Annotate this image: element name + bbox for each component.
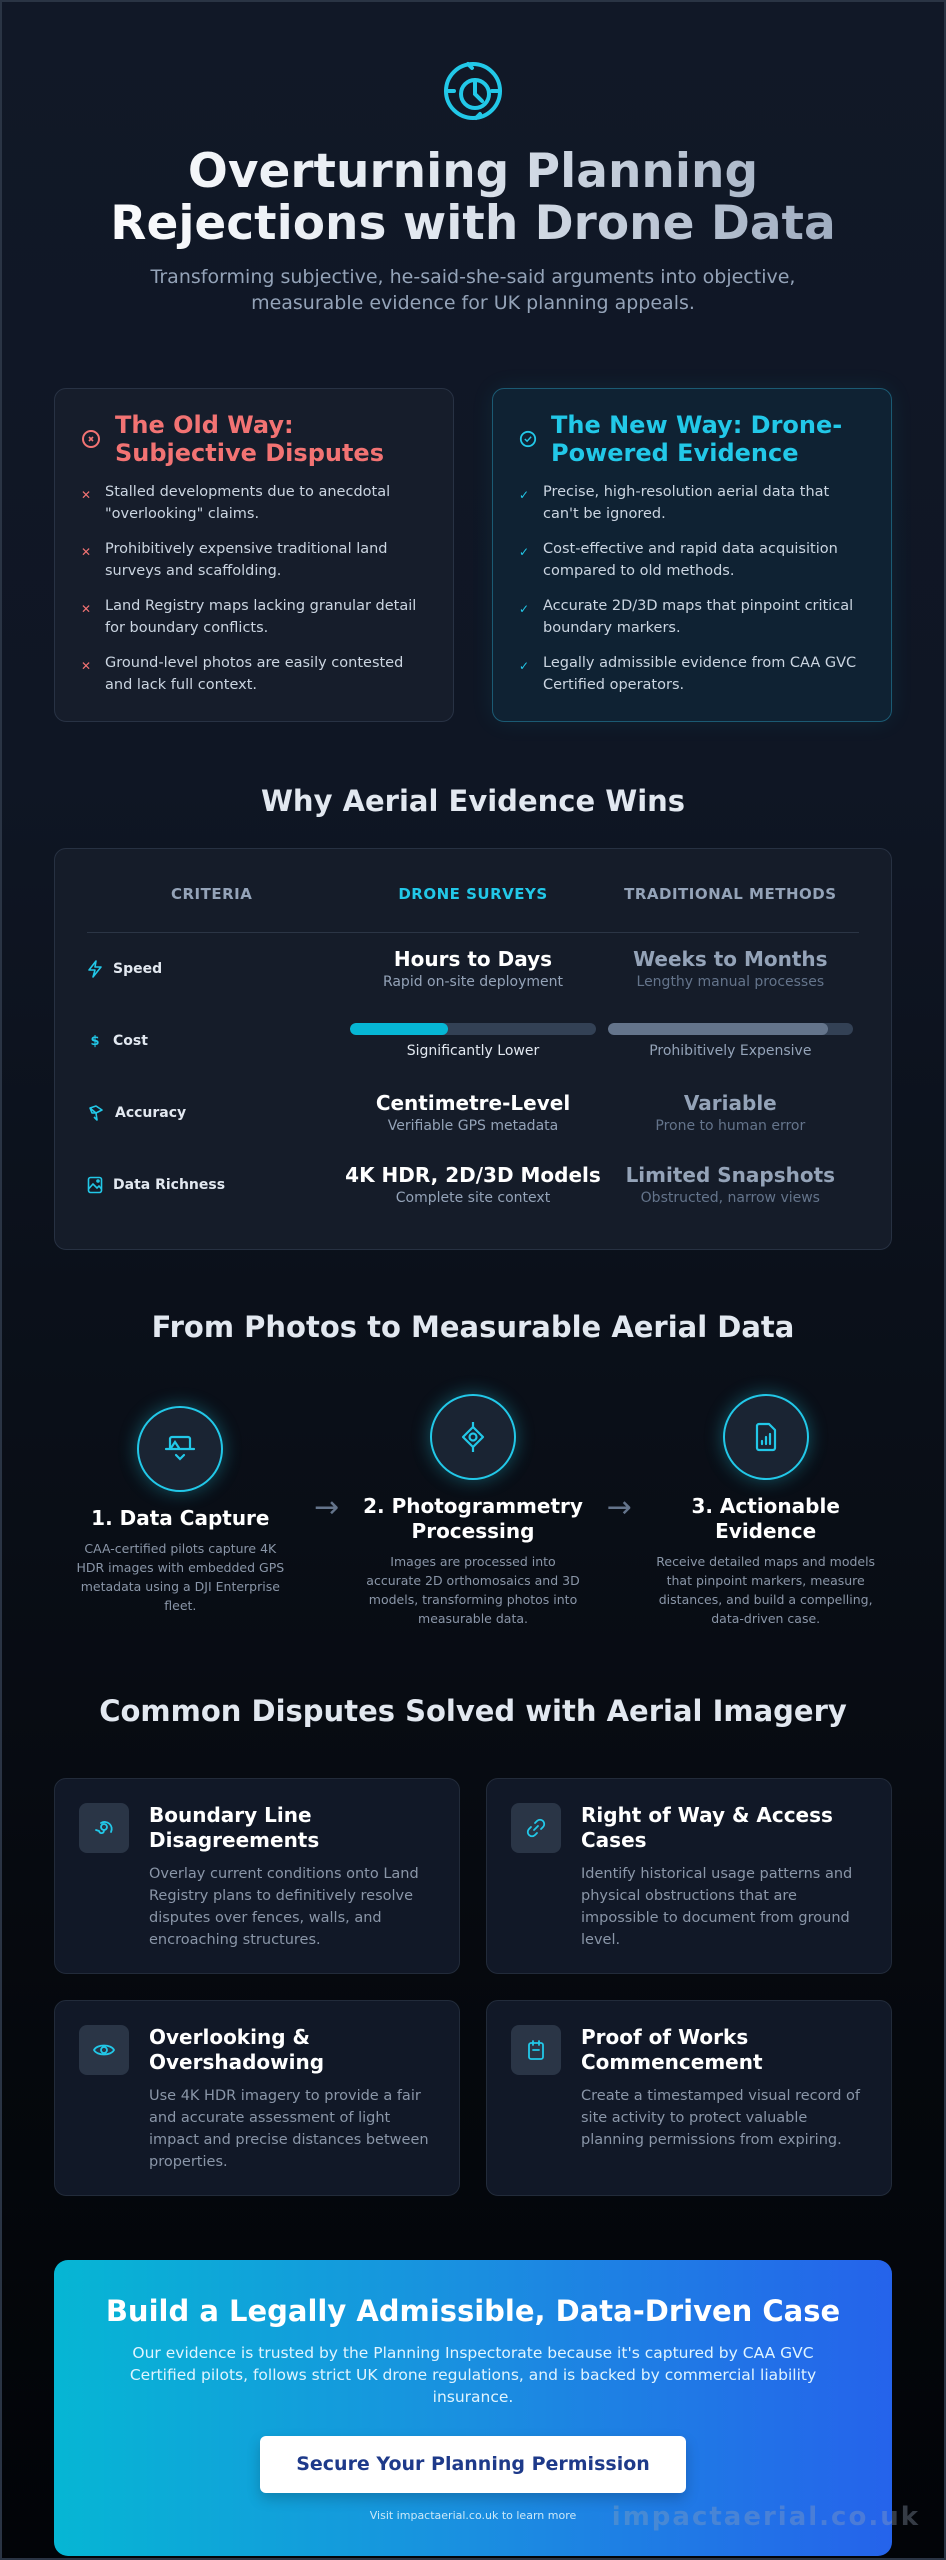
table-row: Accuracy Centimetre-Level Verifiable GPS metadata Variable Prone to human error xyxy=(87,1077,859,1149)
list-item: ✕ Prohibitively expensive traditional land surveys and scaffolding. xyxy=(81,538,427,582)
check-circle-icon xyxy=(519,430,537,448)
table-header xyxy=(87,849,859,933)
list-item: ✕ Ground-level photos are easily contested and lack full context. xyxy=(81,652,427,696)
old-way-title: The Old Way: Subjective Disputes xyxy=(115,411,384,467)
list-item: ✕ Stalled developments due to anecdotal "overlooking" claims. xyxy=(81,481,427,525)
table-row: Data Richness 4K HDR, 2D/3D Models Complete site context Limited Snapshots Obstructed, narrow views xyxy=(87,1149,859,1221)
dispute-card-proof-of-works: Proof of Works Commencement Create a timestamped visual record of site activity to protect valuable planning permissions from expiring. xyxy=(486,2000,892,2196)
route-icon xyxy=(79,1803,129,1853)
x-circle-icon xyxy=(81,429,101,449)
cta-text: Our evidence is trusted by the Planning Inspectorate because it's captured by CAA GVC Certified pilots, follows strict UK drone regulations, and is backed by commercial liability insurance. xyxy=(129,2344,817,2406)
secure-permission-button[interactable]: Secure Your Planning Permission xyxy=(260,2436,686,2493)
comparison-table xyxy=(54,848,892,1250)
check-icon: ✓ xyxy=(519,659,530,673)
table-row: $ Cost Significantly Lower Prohibitively Expensive xyxy=(87,1005,859,1077)
disputes-grid xyxy=(54,1778,892,2196)
comparison-title: Why Aerial Evidence Wins xyxy=(260,784,686,818)
step-actionable-evidence: 3. Actionable Evidence Receive detailed maps and models that pinpoint markers, measure distances, and build a compelling, data-driven case. xyxy=(639,1394,892,1628)
header-traditional: TRADITIONAL METHODS xyxy=(624,884,837,903)
disputes-title: Common Disputes Solved with Aerial Imagery xyxy=(99,1694,847,1728)
list-item: ✓ Accurate 2D/3D maps that pinpoint critical boundary markers. xyxy=(519,595,865,639)
process-steps xyxy=(54,1394,892,1628)
new-way-card xyxy=(492,388,892,722)
x-icon: ✕ xyxy=(81,545,92,559)
step-data-capture: 1. Data Capture CAA-certified pilots capture 4K HDR images with embedded GPS metadata using a DJI Enterprise fleet. xyxy=(54,1394,307,1615)
old-vs-new-section xyxy=(54,388,892,722)
x-icon: ✕ xyxy=(81,659,92,673)
x-icon: ✕ xyxy=(81,602,92,616)
lightning-icon xyxy=(87,960,103,978)
old-way-list xyxy=(81,481,427,696)
list-item: ✓ Legally admissible evidence from CAA GVC Certified operators. xyxy=(519,652,865,696)
link-icon xyxy=(511,1803,561,1853)
drone-icon xyxy=(87,1104,105,1122)
drone-cost-bar xyxy=(350,1023,595,1035)
list-item: ✕ Land Registry maps lacking granular detail for boundary conflicts. xyxy=(81,595,427,639)
arrow-icon: → xyxy=(314,1490,340,1525)
process-title: From Photos to Measurable Aerial Data xyxy=(151,1310,795,1344)
eye-icon xyxy=(79,2025,129,2075)
calendar-icon xyxy=(511,2025,561,2075)
header-drone: DRONE SURVEYS xyxy=(398,884,548,903)
capture-icon xyxy=(137,1406,223,1492)
cta-title: Build a Legally Admissible, Data-Driven Case xyxy=(105,2294,841,2328)
table-row: Speed Hours to Days Rapid on-site deployment Weeks to Months Lengthy manual processes xyxy=(87,933,859,1005)
check-icon: ✓ xyxy=(519,545,530,559)
dispute-card-overlooking: Overlooking & Overshadowing Use 4K HDR imagery to provide a fair and accurate assessment of light impact and precise distances between properties. xyxy=(54,2000,460,2196)
dispute-card-boundary: Boundary Line Disagreements Overlay current conditions onto Land Registry plans to definitively resolve disputes over fences, walls, and encroaching structures. xyxy=(54,1778,460,1974)
header-criteria: CRITERIA xyxy=(171,884,253,903)
cta-note: Visit impactaerial.co.uk to learn more xyxy=(369,2509,577,2522)
hero xyxy=(2,2,944,316)
new-way-list xyxy=(519,481,865,696)
page-subtitle: Transforming subjective, he-said-she-said arguments into objective, measurable evidence for UK planning appeals. xyxy=(150,266,796,314)
step-photogrammetry: 2. Photogrammetry Processing Images are processed into accurate 2D orthomosaics and 3D models, transforming photos into measurable data. xyxy=(347,1394,600,1628)
image-icon xyxy=(87,1176,103,1194)
dispute-card-right-of-way: Right of Way & Access Cases Identify historical usage patterns and physical obstructions that are impossible to document from ground level. xyxy=(486,1778,892,1974)
dollar-icon: $ xyxy=(90,1033,100,1049)
target-diamond-icon xyxy=(430,1394,516,1480)
report-chart-icon xyxy=(723,1394,809,1480)
x-icon: ✕ xyxy=(81,488,92,502)
list-item: ✓ Precise, high-resolution aerial data that can't be ignored. xyxy=(519,481,865,525)
watermark: impactaerial.co.uk xyxy=(611,2502,920,2532)
traditional-cost-bar xyxy=(608,1023,853,1035)
drone-clock-target-icon xyxy=(440,58,506,124)
list-item: ✓ Cost-effective and rapid data acquisition compared to old methods. xyxy=(519,538,865,582)
check-icon: ✓ xyxy=(519,488,530,502)
arrow-icon: → xyxy=(606,1490,632,1525)
old-way-card xyxy=(54,388,454,722)
check-icon: ✓ xyxy=(519,602,530,616)
page-title: Overturning Planning Rejections with Drone Data xyxy=(43,146,903,250)
new-way-title: The New Way: Drone-Powered Evidence xyxy=(551,411,843,467)
